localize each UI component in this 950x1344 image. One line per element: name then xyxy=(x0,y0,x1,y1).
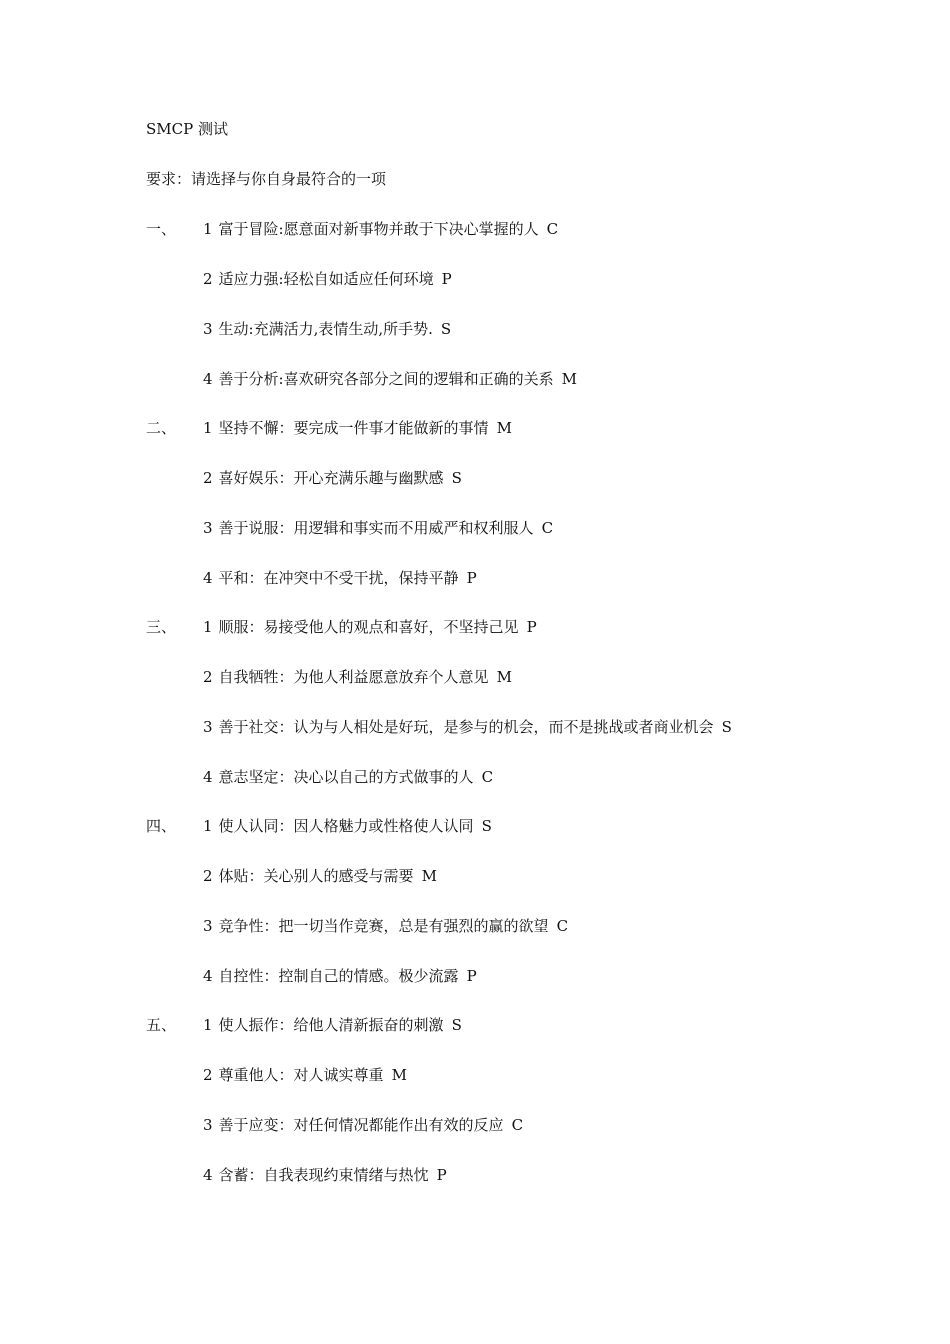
option-item xyxy=(203,716,732,738)
option-code: S xyxy=(451,469,462,487)
option-code: P xyxy=(466,569,477,587)
option-number: 4 xyxy=(203,1166,213,1184)
option-text: 含蓄：自我表现约束情绪与热忱 xyxy=(218,1166,429,1184)
option-item xyxy=(203,1064,407,1086)
section-number: 一、 xyxy=(146,220,177,238)
option-item xyxy=(203,865,437,887)
instruction-text: 要求：请选择与你自身最符合的一项 xyxy=(146,170,387,188)
option-number: 1 xyxy=(203,817,213,835)
option-item xyxy=(203,915,568,937)
option-code: M xyxy=(496,668,512,686)
option-text: 喜好娱乐：开心充满乐趣与幽默感 xyxy=(218,469,444,487)
option-code: M xyxy=(496,419,512,437)
option-text: 使人振作：给他人清新振奋的刺激 xyxy=(218,1016,444,1034)
option-text: 平和：在冲突中不受干扰，保持平静 xyxy=(218,569,459,587)
option-number: 4 xyxy=(203,370,213,388)
option-text: 适应力强:轻松自如适应任何环境 xyxy=(218,270,434,288)
option-number: 2 xyxy=(203,270,213,288)
option-text: 竞争性：把一切当作竞赛，总是有强烈的赢的欲望 xyxy=(218,917,549,935)
option-number: 4 xyxy=(203,768,213,786)
option-item xyxy=(203,517,553,539)
option-text: 坚持不懈：要完成一件事才能做新的事情 xyxy=(218,419,489,437)
option-item xyxy=(203,1164,447,1186)
option-text: 善于分析:喜欢研究各部分之间的逻辑和正确的关系 xyxy=(218,370,554,388)
option-item xyxy=(203,666,512,688)
option-item xyxy=(203,616,537,638)
option-item xyxy=(203,815,492,837)
option-item xyxy=(203,368,577,390)
option-code: P xyxy=(436,1166,447,1184)
option-item xyxy=(203,268,452,290)
option-text: 富于冒险:愿意面对新事物并敢于下决心掌握的人 xyxy=(218,220,539,238)
option-number: 2 xyxy=(203,1066,213,1084)
option-code: C xyxy=(546,220,559,238)
option-code: P xyxy=(466,967,477,985)
option-item xyxy=(203,318,451,340)
option-text: 善于社交：认为与人相处是好玩，是参与的机会，而不是挑战或者商业机会 xyxy=(218,718,714,736)
option-number: 2 xyxy=(203,469,213,487)
document-title: SMCP 测试 xyxy=(146,120,228,138)
option-number: 1 xyxy=(203,1016,213,1034)
option-item xyxy=(203,218,558,240)
option-item xyxy=(203,1014,462,1036)
option-text: 使人认同：因人格魅力或性格使人认同 xyxy=(218,817,474,835)
option-item xyxy=(203,467,462,489)
option-code: M xyxy=(561,370,577,388)
option-code: C xyxy=(541,519,554,537)
option-text: 自控性：控制自己的情感。极少流露 xyxy=(218,967,459,985)
option-item xyxy=(203,965,477,987)
option-code: C xyxy=(481,768,494,786)
option-item xyxy=(203,417,512,439)
option-number: 3 xyxy=(203,1116,213,1134)
option-code: S xyxy=(721,718,732,736)
option-code: C xyxy=(556,917,569,935)
option-item xyxy=(203,1114,523,1136)
option-number: 4 xyxy=(203,967,213,985)
option-text: 尊重他人：对人诚实尊重 xyxy=(218,1066,384,1084)
option-code: S xyxy=(481,817,492,835)
option-item xyxy=(203,766,493,788)
option-text: 自我牺牲：为他人利益愿意放弃个人意见 xyxy=(218,668,489,686)
section-number: 四、 xyxy=(146,817,177,835)
section-number: 五、 xyxy=(146,1016,177,1034)
option-text: 顺服：易接受他人的观点和喜好，不坚持己见 xyxy=(218,618,519,636)
option-code: S xyxy=(451,1016,462,1034)
option-number: 3 xyxy=(203,917,213,935)
section-number: 二、 xyxy=(146,419,177,437)
option-number: 3 xyxy=(203,718,213,736)
option-number: 3 xyxy=(203,320,213,338)
option-code: M xyxy=(421,867,437,885)
option-number: 3 xyxy=(203,519,213,537)
option-text: 善于说服：用逻辑和事实而不用威严和权利服人 xyxy=(218,519,534,537)
option-code: S xyxy=(440,320,452,338)
option-number: 2 xyxy=(203,867,213,885)
option-item xyxy=(203,567,477,589)
option-text: 意志坚定：决心以自己的方式做事的人 xyxy=(218,768,474,786)
option-code: C xyxy=(511,1116,524,1134)
option-number: 4 xyxy=(203,569,213,587)
option-text: 体贴：关心别人的感受与需要 xyxy=(218,867,414,885)
option-number: 1 xyxy=(203,618,213,636)
option-number: 2 xyxy=(203,668,213,686)
option-code: P xyxy=(526,618,537,636)
section-number: 三、 xyxy=(146,618,177,636)
option-code: P xyxy=(441,270,452,288)
option-number: 1 xyxy=(203,220,213,238)
option-text: 善于应变：对任何情况都能作出有效的反应 xyxy=(218,1116,504,1134)
option-number: 1 xyxy=(203,419,213,437)
option-code: M xyxy=(391,1066,407,1084)
option-text: 生动:充满活力,表情生动,所手势. xyxy=(218,320,433,338)
